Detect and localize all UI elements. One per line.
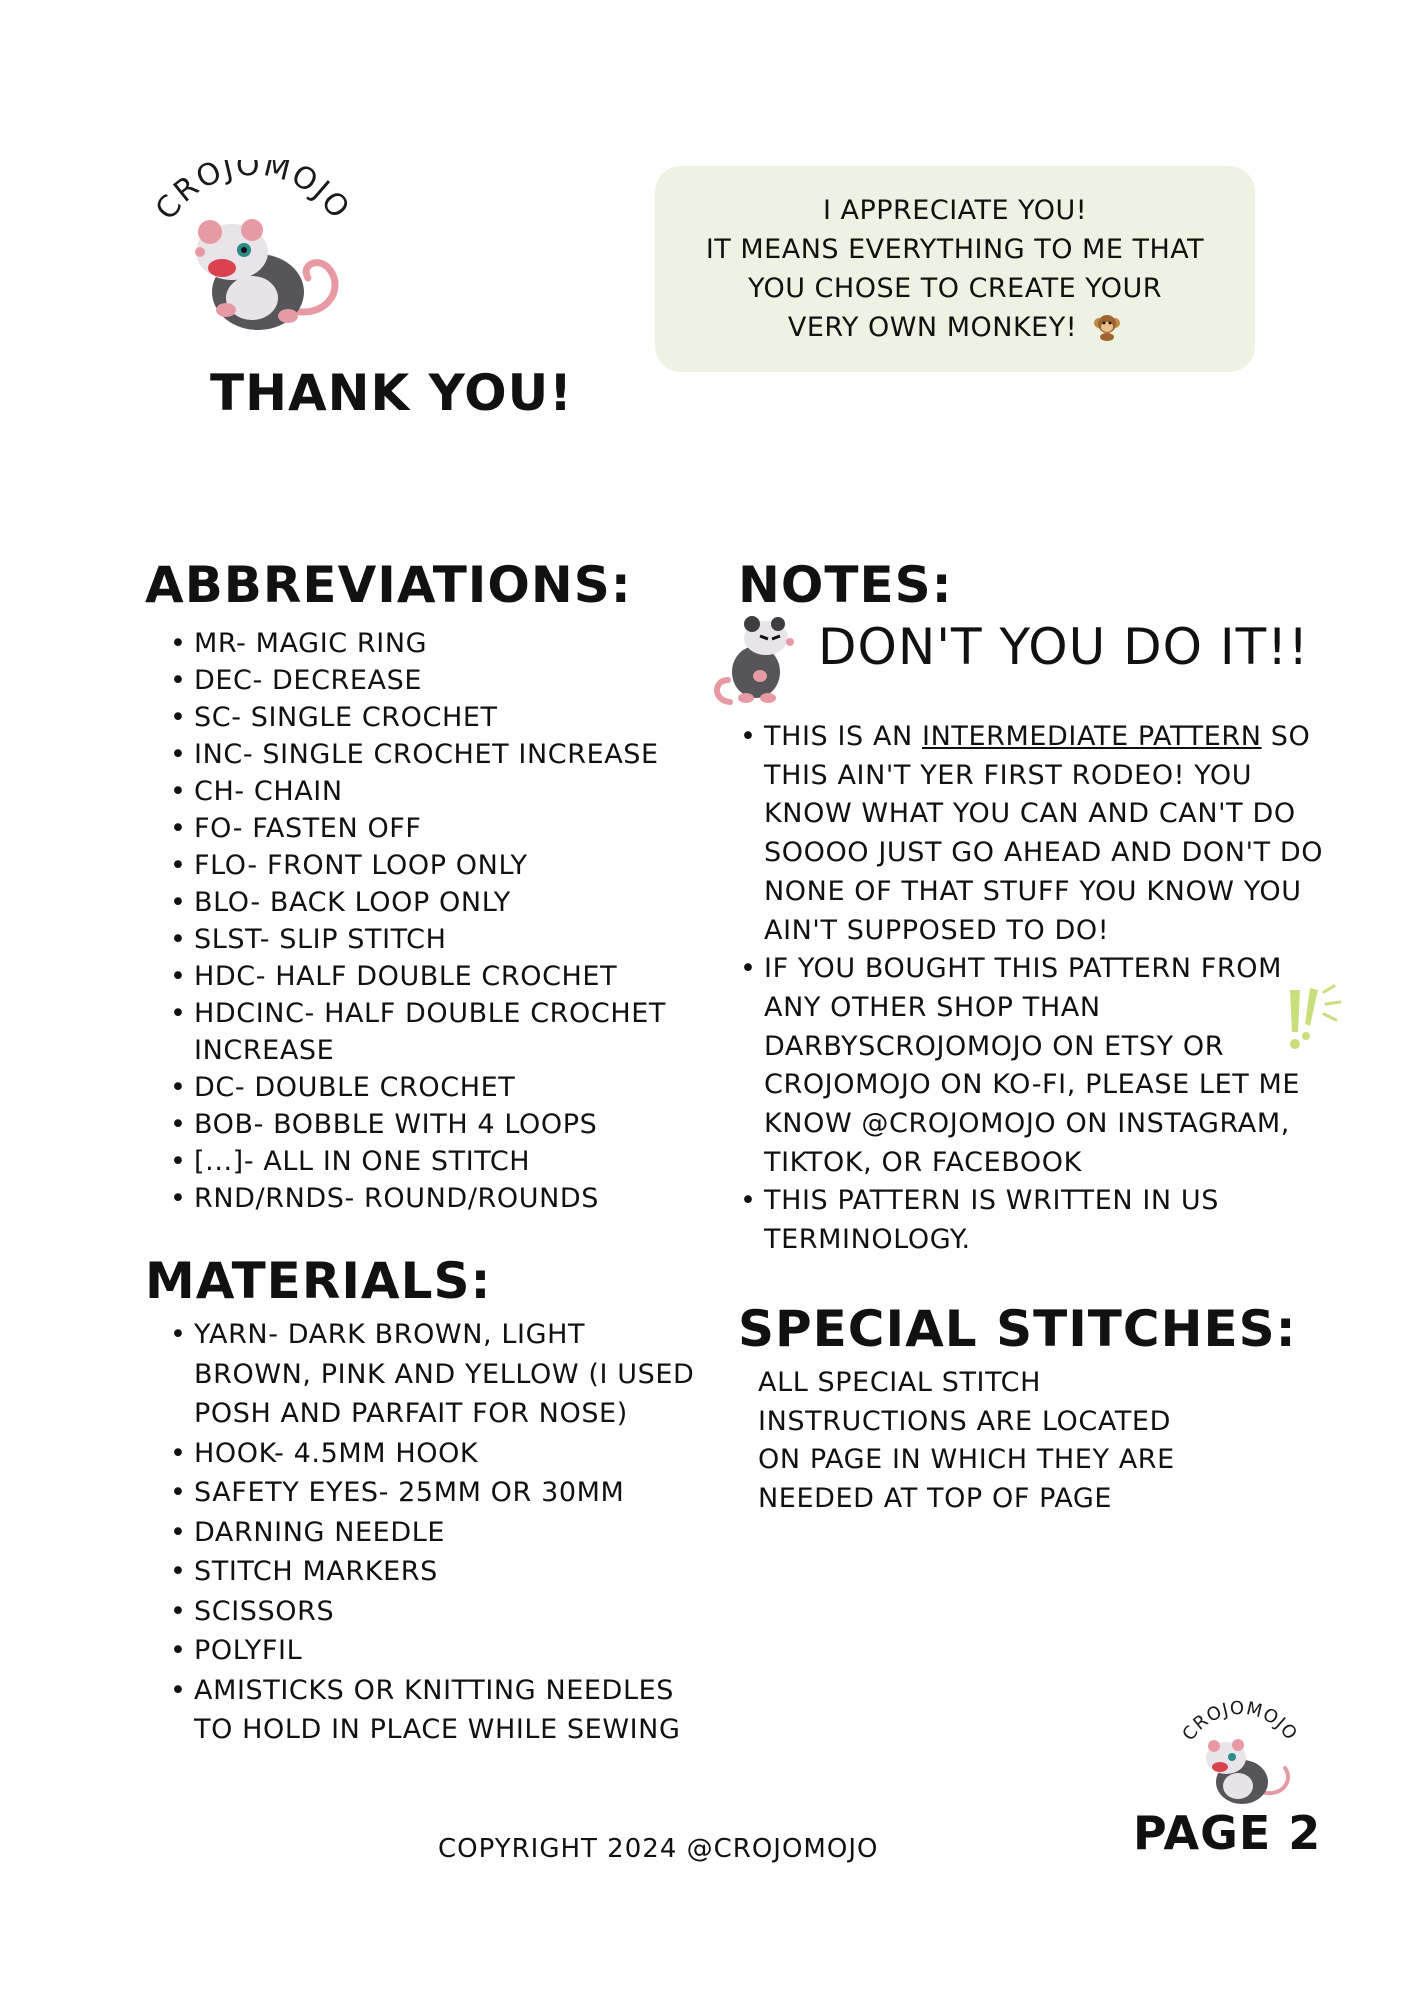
- list-item: • MR- MAGIC RING: [170, 625, 690, 662]
- notes-list: [740, 718, 1330, 1260]
- list-item: • DEC- DECREASE: [170, 662, 690, 699]
- list-item: • POLYFIL: [170, 1631, 710, 1671]
- list-item: • IF YOU BOUGHT THIS PATTERN FROM ANY OTHER SHOP THAN DARBYSCROJOMOJO ON ETSY OR CROJOMOJO ON KO-FI, PLEASE LET ME KNOW @CROJOMOJO ON INSTAGRAM, TIKTOK, OR FACEBOOK: [740, 950, 1330, 1182]
- message-line: IT MEANS EVERYTHING TO ME THAT: [705, 234, 1205, 265]
- message-line: YOU CHOSE TO CREATE YOUR: [747, 273, 1163, 304]
- list-item: • THIS PATTERN IS WRITTEN IN US TERMINOLOGY.: [740, 1182, 1330, 1259]
- materials-list: [170, 1315, 710, 1750]
- opossum-icon: [195, 219, 335, 330]
- exclamation-icon: [1280, 982, 1350, 1062]
- list-item: • FO- FASTEN OFF: [170, 810, 690, 847]
- logo-bottom: [1170, 1700, 1310, 1820]
- notes-subtitle: DON'T YOU DO IT!!: [818, 618, 1310, 676]
- message-line: VERY OWN MONKEY!: [788, 308, 1122, 347]
- list-item: • SLST- SLIP STITCH: [170, 921, 690, 958]
- list-item: • BLO- BACK LOOP ONLY: [170, 884, 690, 921]
- list-item: • BOB- BOBBLE WITH 4 LOOPS: [170, 1106, 690, 1143]
- list-item: • RND/RNDS- ROUND/ROUNDS: [170, 1180, 690, 1217]
- list-item: • [...]- ALL IN ONE STITCH: [170, 1143, 690, 1180]
- list-item: • AMISTICKS OR KNITTING NEEDLES TO HOLD IN PLACE WHILE SEWING: [170, 1671, 710, 1750]
- list-item: • INC- SINGLE CROCHET INCREASE: [170, 736, 690, 773]
- list-item: • SCISSORS: [170, 1592, 710, 1632]
- list-item: • CH- CHAIN: [170, 773, 690, 810]
- intermediate-pattern-emphasis: INTERMEDIATE PATTERN: [922, 721, 1262, 752]
- abbreviations-list: [170, 625, 690, 1217]
- list-item: • HDCINC- HALF DOUBLE CROCHET INCREASE: [170, 995, 690, 1069]
- monkey-icon: [1092, 308, 1122, 347]
- page-number: PAGE 2: [1133, 1806, 1322, 1860]
- logo-top: [140, 160, 370, 350]
- list-item: • SC- SINGLE CROCHET: [170, 699, 690, 736]
- special-stitches-body: ALL SPECIAL STITCH INSTRUCTIONS ARE LOCATED ON PAGE IN WHICH THEY ARE NEEDED AT TOP OF PAGE: [758, 1367, 1175, 1514]
- list-item: • YARN- DARK BROWN, LIGHT BROWN, PINK AND YELLOW (I USED POSH AND PARFAIT FOR NOSE): [170, 1315, 710, 1434]
- list-item: • HDC- HALF DOUBLE CROCHET: [170, 958, 690, 995]
- list-item: • HOOK- 4.5MM HOOK: [170, 1434, 710, 1474]
- list-item: • DARNING NEEDLE: [170, 1513, 710, 1553]
- opossum-icon: [708, 610, 804, 706]
- opossum-icon: [1206, 1739, 1288, 1804]
- svg-text:CROJOMOJO: CROJOMOJO: [1178, 1700, 1302, 1745]
- abbreviations-heading: ABBREVIATIONS:: [145, 556, 632, 614]
- materials-heading: MATERIALS:: [145, 1252, 492, 1310]
- list-item: • FLO- FRONT LOOP ONLY: [170, 847, 690, 884]
- special-stitches-heading: SPECIAL STITCHES:: [738, 1300, 1297, 1358]
- list-item: • STITCH MARKERS: [170, 1552, 710, 1592]
- list-item: • DC- DOUBLE CROCHET: [170, 1069, 690, 1106]
- logo-text: CROJOMOJO: [148, 160, 358, 227]
- appreciation-box: [655, 166, 1255, 372]
- list-item: • THIS IS AN INTERMEDIATE PATTERN SO THIS AIN'T YER FIRST RODEO! YOU KNOW WHAT YOU CAN AND CAN'T DO SOOOO JUST GO AHEAD AND DON'T DO NONE OF THAT STUFF YOU KNOW YOU AIN'T SUPPOSED TO DO!: [740, 718, 1330, 950]
- list-item: • SAFETY EYES- 25MM OR 30MM: [170, 1473, 710, 1513]
- notes-heading: NOTES:: [738, 556, 953, 614]
- message-line: I APPRECIATE YOU!: [822, 195, 1088, 226]
- copyright-text: COPYRIGHT 2024 @CROJOMOJO: [438, 1834, 879, 1864]
- thank-you-heading: THANK YOU!: [210, 364, 573, 422]
